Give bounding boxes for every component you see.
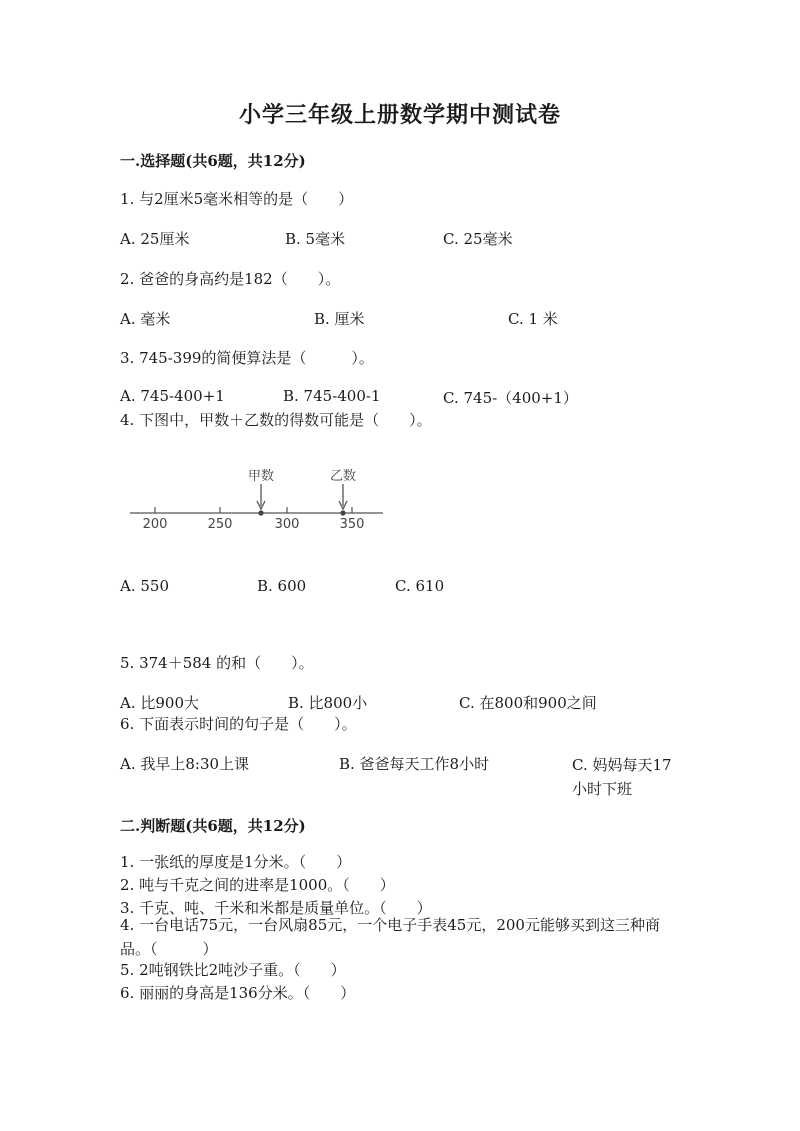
point-yi: [340, 510, 345, 515]
question-6-stem: 6. 下面表示时间的句子是（ ）。: [120, 715, 357, 733]
question-4-option-a[interactable]: A. 550: [120, 577, 169, 595]
question-5-option-c[interactable]: C. 在800和900之间: [459, 694, 597, 712]
tick-label-350: 350: [339, 517, 365, 532]
question-1-option-a[interactable]: A. 25厘米: [120, 230, 190, 248]
judgment-item-4: 4. 一台电话75元，一台风扇85元，一个电子手表45元，200元能够买到这三种商品。（ ）: [120, 916, 660, 958]
tick-label-200: 200: [142, 517, 168, 532]
question-4-stem: 4. 下图中，甲数＋乙数的得数可能是（ ）。: [120, 411, 432, 429]
section-1-heading: 一.选择题(共6题，共12分): [120, 152, 306, 170]
question-1-option-c[interactable]: C. 25毫米: [443, 230, 513, 248]
question-4-option-c[interactable]: C. 610: [395, 577, 445, 595]
question-6-option-c[interactable]: C. 妈妈每天17小时下班: [572, 756, 672, 798]
question-2-option-c[interactable]: C. 1 米: [508, 310, 558, 328]
point-jia: [258, 510, 263, 515]
page-title: 小学三年级上册数学期中测试卷: [238, 102, 561, 128]
question-2-stem: 2. 爸爸的身高约是182（ ）。: [120, 270, 341, 288]
label-jia: 甲数: [247, 469, 275, 484]
question-6-option-b[interactable]: B. 爸爸每天工作8小时: [339, 755, 490, 773]
question-6-option-a[interactable]: A. 我早上8:30上课: [120, 755, 250, 773]
question-2-option-b[interactable]: B. 厘米: [314, 310, 365, 328]
question-5-option-a[interactable]: A. 比900大: [120, 694, 199, 712]
label-yi: 乙数: [329, 469, 357, 484]
question-4-option-b[interactable]: B. 600: [257, 577, 307, 595]
question-3-option-a[interactable]: A. 745-400+1: [120, 387, 225, 405]
question-3-option-c[interactable]: C. 745-（400+1）: [443, 389, 578, 407]
question-3-option-b[interactable]: B. 745-400-1: [283, 387, 381, 405]
question-1-option-b[interactable]: B. 5毫米: [285, 230, 346, 248]
question-1-stem: 1. 与2厘米5毫米相等的是（ ）: [120, 190, 354, 208]
judgment-item-6: 6. 丽丽的身高是136分米。（ ）: [120, 984, 356, 1002]
tick-label-300: 300: [274, 517, 300, 532]
tick-label-250: 250: [207, 517, 233, 532]
number-line-figure: [125, 462, 390, 534]
judgment-item-5: 5. 2吨钢铁比2吨沙子重。（ ）: [120, 961, 346, 979]
judgment-item-2: 2. 吨与千克之间的进率是1000。（ ）: [120, 876, 395, 894]
section-2-heading: 二.判断题(共6题，共12分): [120, 817, 306, 835]
judgment-item-1: 1. 一张纸的厚度是1分米。（ ）: [120, 853, 352, 871]
question-3-stem: 3. 745-399的简便算法是（ ）。: [120, 349, 374, 367]
question-5-option-b[interactable]: B. 比800小: [288, 694, 368, 712]
question-5-stem: 5. 374＋584 的和（ ）。: [120, 654, 314, 672]
question-2-option-a[interactable]: A. 毫米: [120, 310, 171, 328]
judgment-item-3: 3. 千克、吨、千米和米都是质量单位。（ ）: [120, 899, 432, 917]
